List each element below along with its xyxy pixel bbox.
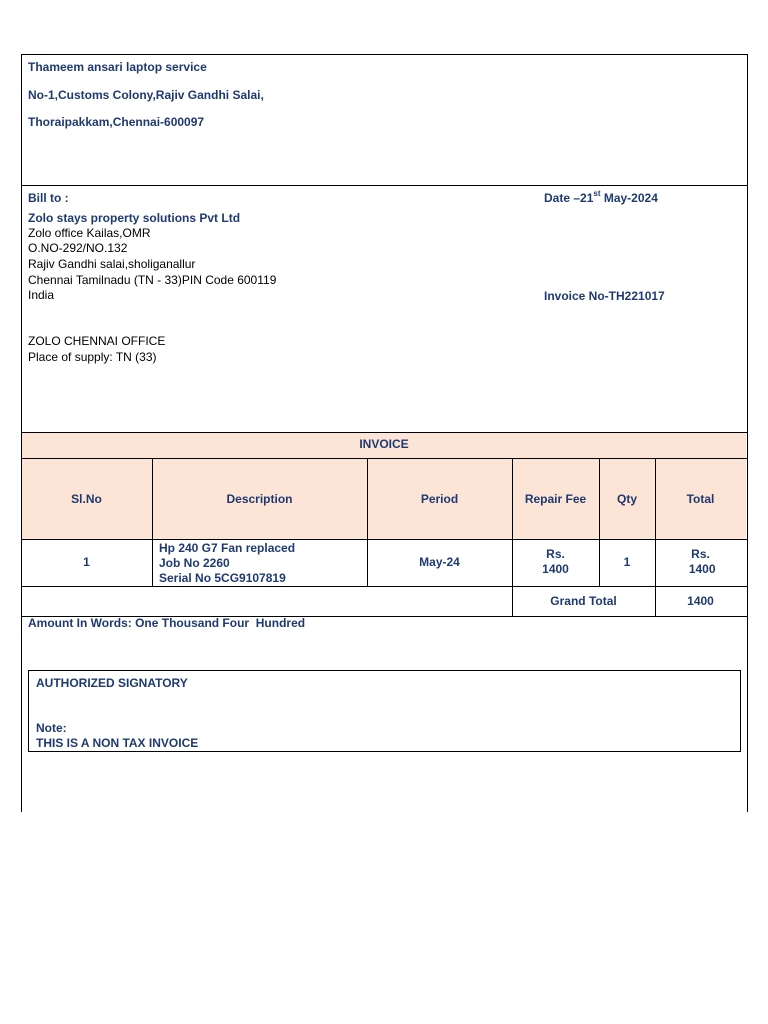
row-description-line-1: Hp 240 G7 Fan replaced bbox=[159, 541, 296, 555]
amount-in-words: Amount In Words: One Thousand Four Hundred bbox=[28, 616, 306, 630]
note-label: Note: bbox=[36, 721, 67, 735]
row-total-label: Rs. bbox=[691, 547, 710, 561]
divider-header-bottom bbox=[21, 539, 747, 540]
col-header-repair-fee: Repair Fee bbox=[524, 492, 587, 506]
invoice-title: INVOICE bbox=[359, 437, 409, 451]
col-header-sl-no: Sl.No bbox=[71, 492, 102, 506]
date-rest: May-2024 bbox=[600, 191, 658, 205]
col-header-period: Period bbox=[420, 492, 459, 506]
row-repair-fee-label: Rs. bbox=[546, 547, 565, 561]
col-header-qty: Qty bbox=[616, 492, 637, 506]
note-text: THIS IS A NON TAX INVOICE bbox=[36, 736, 199, 750]
bill-to-label: Bill to : bbox=[28, 191, 69, 205]
seller-address-line2: Thoraipakkam,Chennai-600097 bbox=[28, 115, 205, 129]
bill-to-line-3: Rajiv Gandhi salai,sholiganallur bbox=[28, 257, 196, 271]
row-sl-no: 1 bbox=[83, 555, 90, 569]
seller-address-line1: No-1,Customs Colony,Rajiv Gandhi Salai, bbox=[28, 88, 264, 102]
row-period: May-24 bbox=[419, 555, 460, 569]
row-total-value: 1400 bbox=[685, 562, 716, 576]
bill-to-line-1: Zolo office Kailas,OMR bbox=[28, 226, 151, 240]
place-of-supply: Place of supply: TN (33) bbox=[28, 350, 157, 364]
divider-row-bottom bbox=[21, 586, 747, 587]
bill-to-company: Zolo stays property solutions Pvt Ltd bbox=[28, 211, 241, 225]
col-header-description: Description bbox=[226, 492, 293, 506]
row-description-line-2: Job No 2260 bbox=[159, 556, 230, 570]
row-qty: 1 bbox=[623, 555, 631, 569]
seller-name: Thameem ansari laptop service bbox=[28, 60, 207, 74]
date-prefix: Date –21 bbox=[544, 191, 594, 205]
divider-title-top bbox=[21, 432, 747, 433]
grand-total-value: 1400 bbox=[687, 594, 714, 608]
col-line-1 bbox=[152, 458, 153, 586]
date-suffix: st bbox=[593, 189, 601, 198]
bill-to-office: ZOLO CHENNAI OFFICE bbox=[28, 334, 166, 348]
authorized-signatory: AUTHORIZED SIGNATORY bbox=[36, 676, 188, 690]
bill-to-line-2: O.NO-292/NO.132 bbox=[28, 241, 128, 255]
divider-seller bbox=[21, 185, 747, 186]
col-header-total: Total bbox=[686, 492, 715, 506]
row-description-line-3: Serial No 5CG9107819 bbox=[159, 571, 286, 585]
invoice-date bbox=[544, 191, 658, 206]
grand-total-label: Grand Total bbox=[550, 594, 617, 608]
bill-to-line-4: Chennai Tamilnadu (TN - 33)PIN Code 600119 bbox=[28, 273, 277, 287]
invoice-number: Invoice No-TH221017 bbox=[544, 289, 665, 303]
bill-to-line-5: India bbox=[28, 288, 55, 302]
row-repair-fee-value: 1400 bbox=[542, 562, 569, 576]
